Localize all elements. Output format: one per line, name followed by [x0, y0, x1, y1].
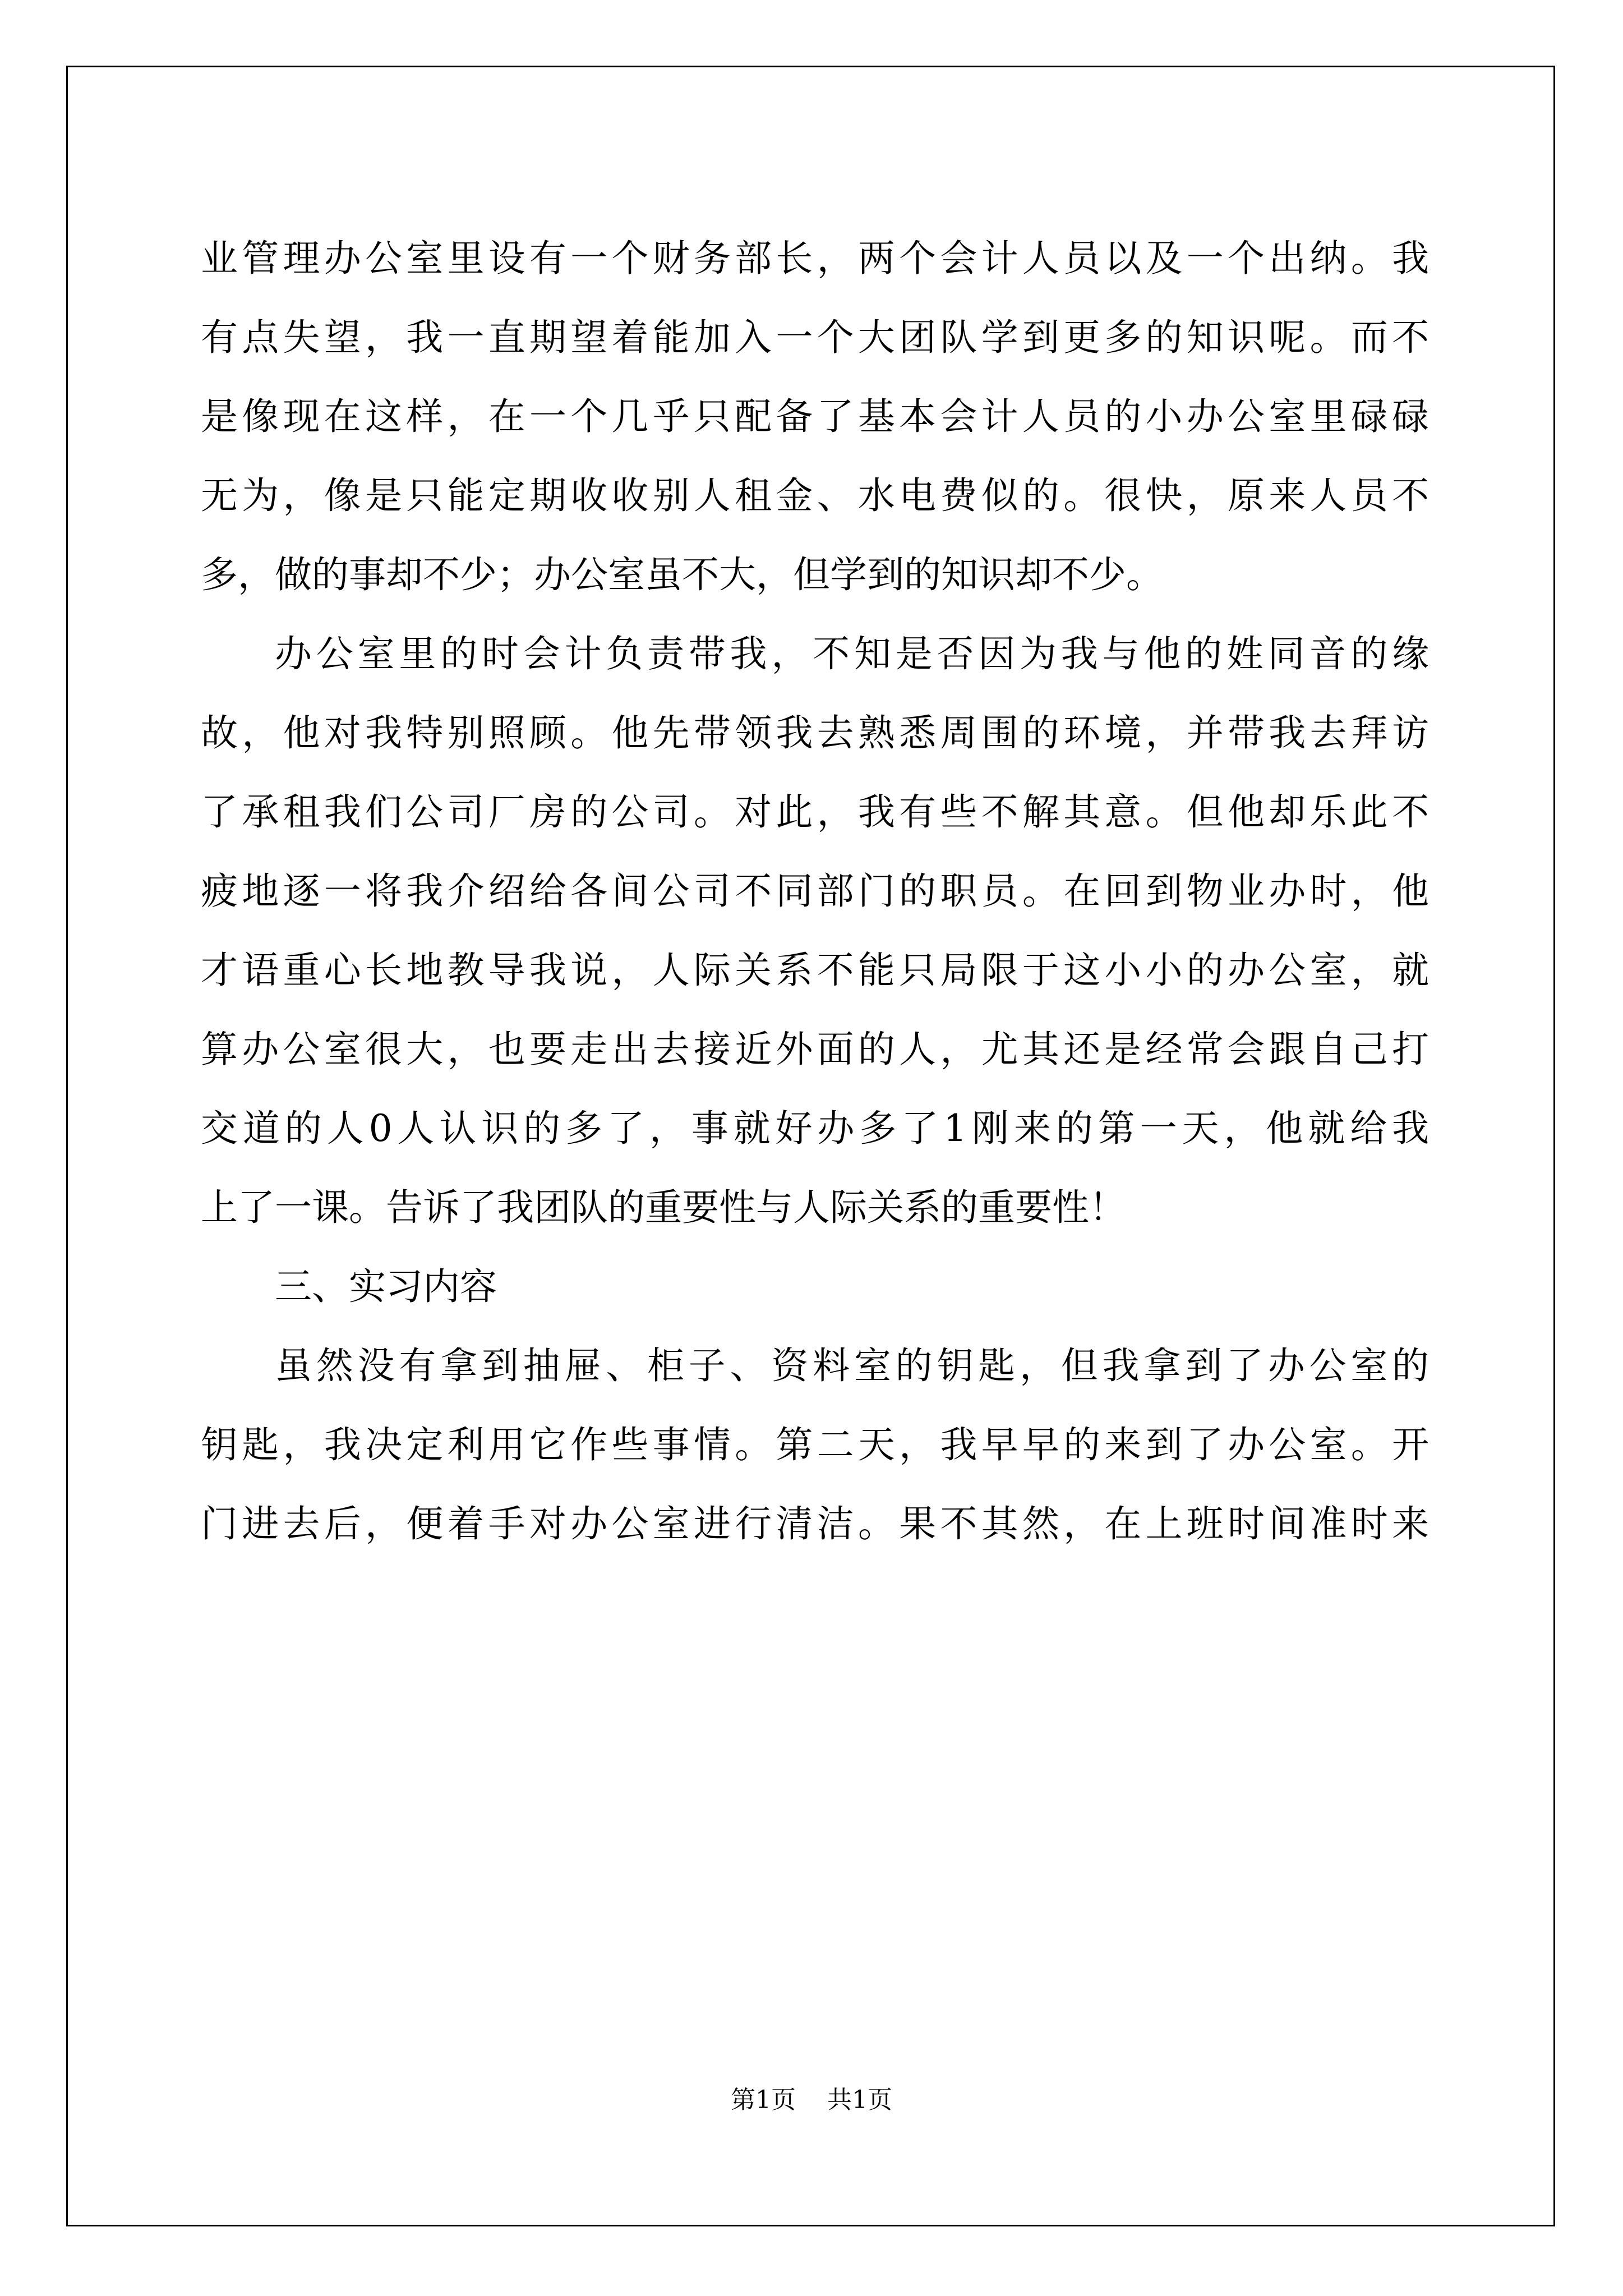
paragraph-line: 上了一课。告诉了我团队的重要性与人际关系的重要性！ [201, 1186, 1126, 1229]
page-total: 共1页 [827, 2086, 892, 2114]
paragraph-line: 了承租我们公司厂房的公司。对此，我有些不解其意。但他却乐此不 [201, 790, 1429, 834]
paragraph-line: 有点失望，我一直期望着能加入一个大团队学到更多的知识呢。而不 [201, 316, 1429, 359]
paragraph-line: 算办公室很大，也要走出去接近外面的人，尤其还是经常会跟自己打 [201, 1028, 1429, 1071]
paragraph-line: 无为，像是只能定期收收别人租金、水电费似的。很快，原来人员不 [201, 474, 1429, 517]
paragraph-line: 办公室里的时会计负责带我，不知是否因为我与他的姓同音的缘 [275, 632, 1429, 675]
paragraph-line: 交道的人0人认识的多了，事就好办多了1刚来的第一天，他就给我 [201, 1107, 1429, 1150]
document-body [201, 219, 1429, 1563]
paragraph-line: 是像现在这样，在一个几乎只配备了基本会计人员的小办公室里碌碌 [201, 395, 1429, 438]
paragraph-line: 才语重心长地教导我说，人际关系不能只局限于这小小的办公室，就 [201, 949, 1429, 992]
paragraph-line: 多，做的事却不少；办公室虽不大，但学到的知识却不少。 [201, 553, 1163, 596]
page-number: 第1页 [731, 2086, 796, 2114]
paragraph-line: 门进去后，便着手对办公室进行清洁。果不其然，在上班时间准时来 [201, 1502, 1429, 1545]
paragraph-line: 业管理办公室里设有一个财务部长，两个会计人员以及一个出纳。我 [201, 237, 1429, 280]
paragraph-line: 故，他对我特别照顾。他先带领我去熟悉周围的环境，并带我去拜访 [201, 711, 1429, 754]
page-footer [0, 2083, 1623, 2117]
paragraph-line: 钥匙，我决定利用它作些事情。第二天，我早早的来到了办公室。开 [201, 1423, 1429, 1466]
paragraph-line: 虽然没有拿到抽屉、柜子、资料室的钥匙，但我拿到了办公室的 [275, 1344, 1429, 1387]
section-heading: 三、实习内容 [275, 1265, 497, 1308]
paragraph-line: 疲地逐一将我介绍给各间公司不同部门的职员。在回到物业办时，他 [201, 869, 1429, 913]
